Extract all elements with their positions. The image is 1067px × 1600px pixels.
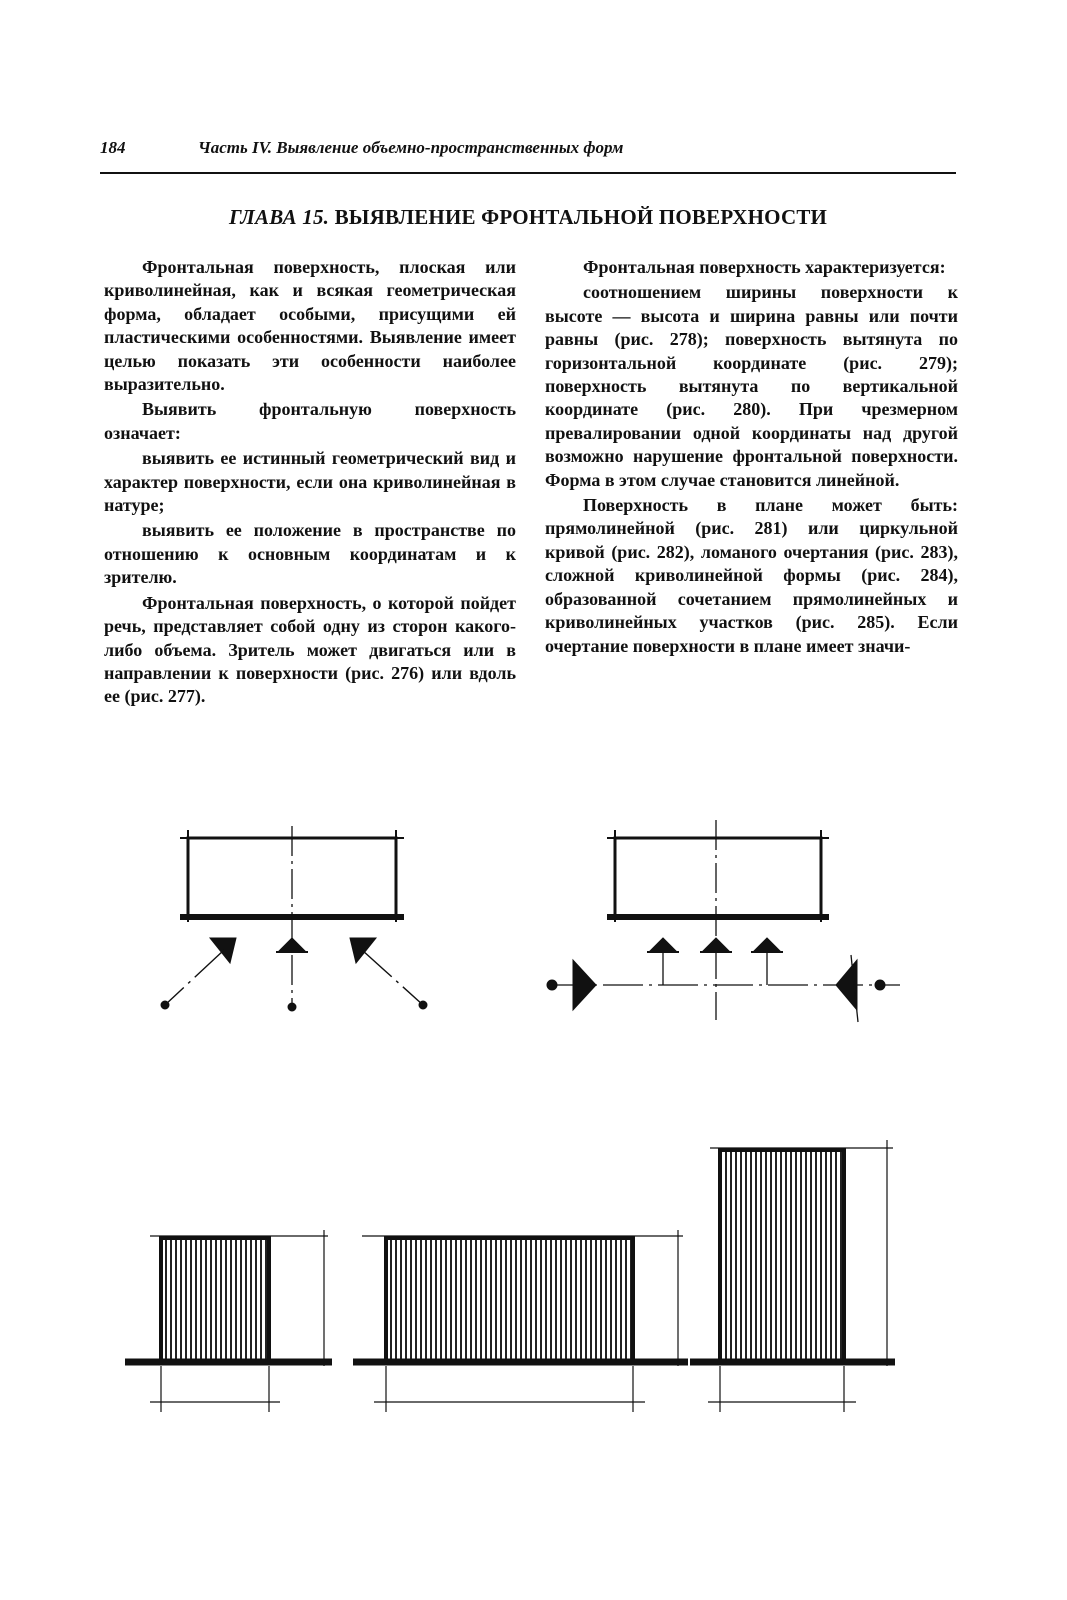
running-title: Часть IV. Выявление объемно-пространственных форм (198, 138, 624, 157)
paragraph: Фронтальная поверхность, плоская или криволинейная, как и всякая геометрическая форма, обладает особыми, присущими ей пластическими особенностями. Выявление имеет целью показать эти особенности наиболее выразительно. (104, 257, 516, 395)
figure-276-diagram (161, 826, 427, 1011)
paragraph: выявить ее истинный геометрический вид и характер поверхности, если она криволинейная в натуре; (104, 448, 516, 516)
figure-280-diagram (690, 1140, 895, 1412)
figure-279-diagram (353, 1230, 688, 1412)
chapter-title-text: ВЫЯВЛЕНИЕ ФРОНТАЛЬНОЙ ПОВЕРХНОСТИ (334, 205, 828, 229)
chapter-number: ГЛАВА 15. (228, 205, 330, 229)
figure-277-diagram (547, 820, 900, 1022)
viewer-eye-icon (647, 938, 679, 985)
paragraph: Фронтальная поверхность характеризуется: (583, 257, 946, 277)
viewer-eye-icon (751, 938, 783, 985)
paragraph: Выявить фронтальную поверхность означает: (104, 399, 516, 443)
paragraph: Фронтальная поверхность, о которой пойдет речь, представляет собой одну из сторон какого-либо объема. Зритель может двигаться или в направлении к поверхности (рис. 276) или вдоль ее (рис. 277). (104, 592, 516, 707)
paragraph: соотношением ширины поверхности к высоте — высота и ширина равны или почти равны (рис. 278); поверхность вытянута по горизонтальной координате (рис. 279); поверхность вытянута по вертикальной координате (рис. 280). При чрезмерном превалировании одной координаты над другой возможно нарушение фронтальной поверхности. Форма в этом случае становится линейной. (545, 282, 958, 490)
viewer-eye-icon (836, 955, 885, 1022)
viewer-eye-icon (700, 938, 732, 952)
paragraph: выявить ее положение в пространстве по отношению к основным координатам и к зрителю. (104, 520, 516, 588)
viewer-eye-icon (161, 938, 236, 1009)
paragraph: Поверхность в плане может быть: прямолинейной (рис. 281) или циркульной кривой (рис. 282), ломаного очертания (рис. 283), сложной криволинейной формы (рис. 284), образованной сочетанием прямолинейных и криволинейных участков (рис. 285). Если очертание поверхности в плане имеет значи- (545, 495, 958, 656)
page-number: 184 (100, 138, 126, 157)
figure-278-diagram (125, 1230, 332, 1412)
viewer-eye-icon (350, 938, 427, 1009)
